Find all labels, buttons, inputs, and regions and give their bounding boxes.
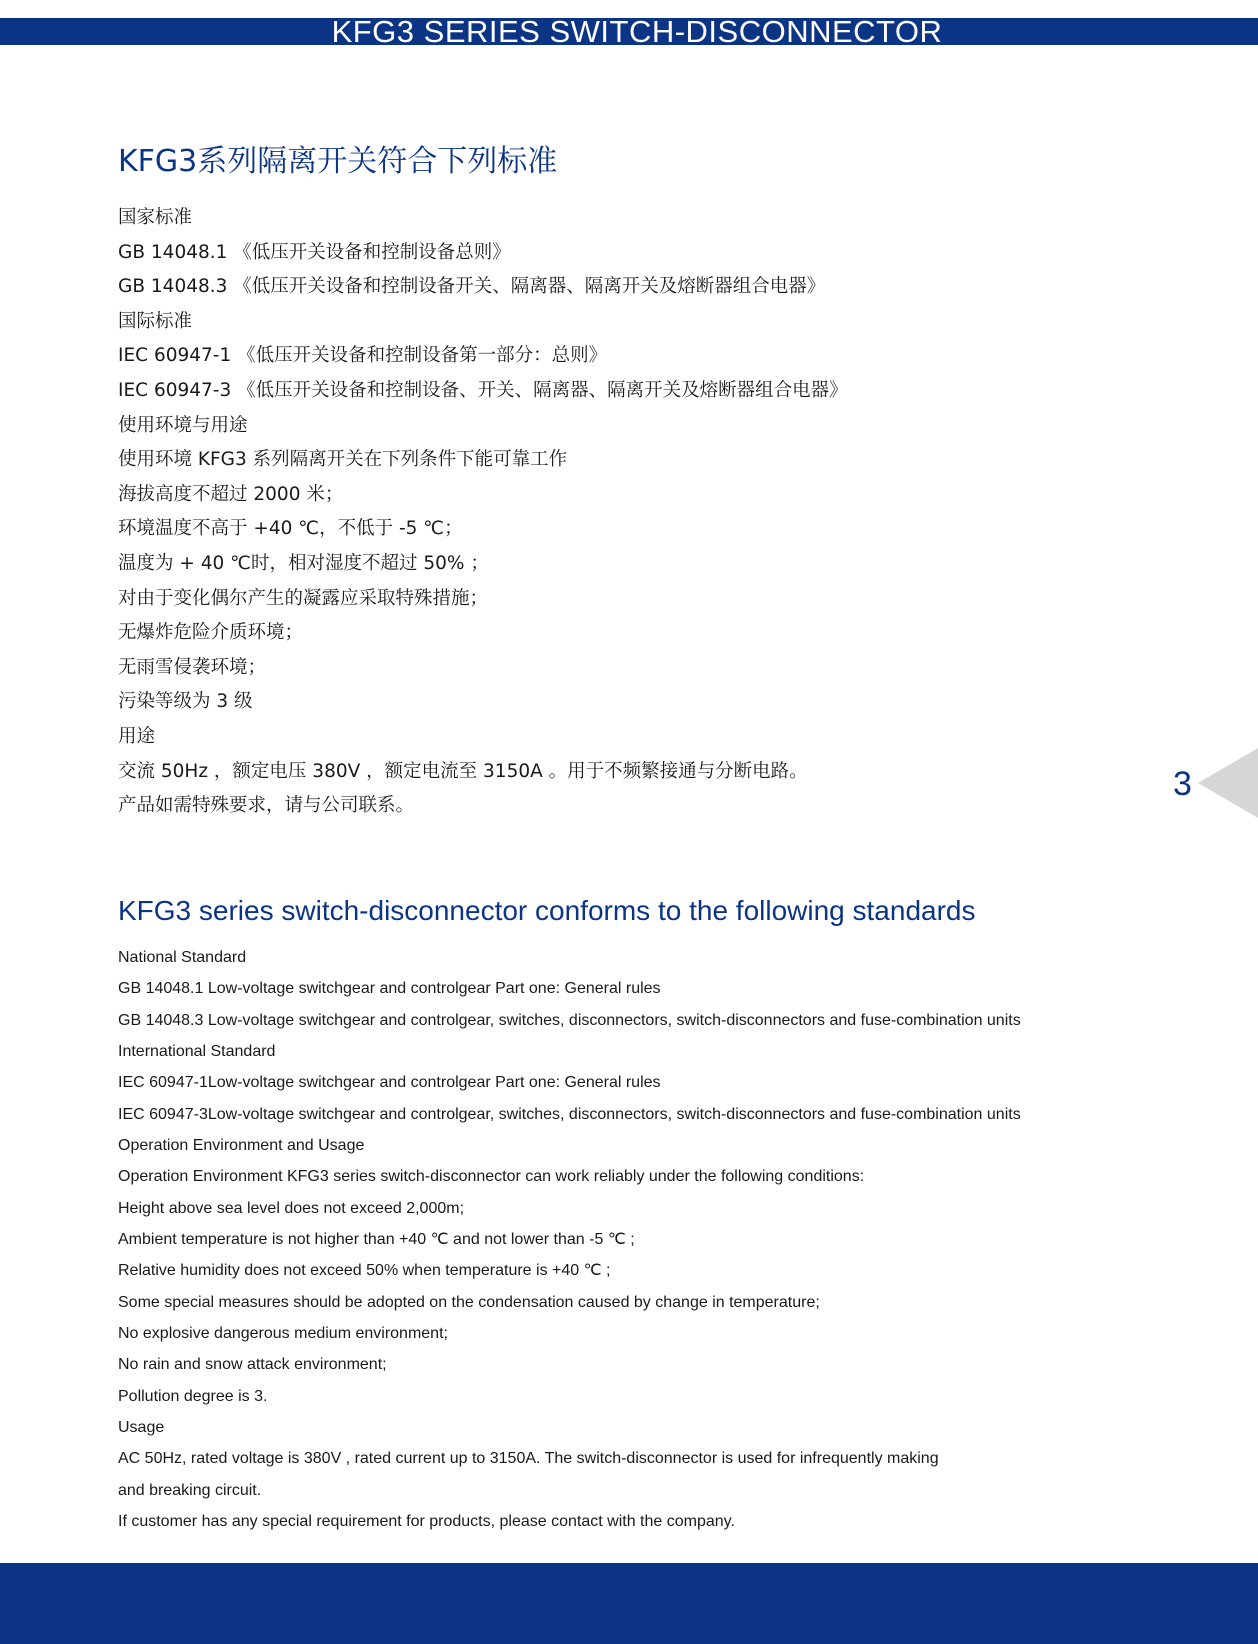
list-item: Operation Environment and Usage: [118, 1136, 365, 1154]
list-item: No explosive dangerous medium environment;: [118, 1324, 448, 1342]
list-item: GB 14048.1 Low-voltage switchgear and controlgear Part one: General rules: [118, 980, 661, 998]
list-item: 国际标准: [118, 310, 193, 332]
list-item: GB 14048.1 《低压开关设备和控制设备总则》: [118, 241, 511, 263]
list-item: Operation Environment KFG3 series switch-disconnector can work reliably under the following conditions:: [118, 1168, 865, 1186]
list-item: IEC 60947-1Low-voltage switchgear and controlgear Part one: General rules: [118, 1074, 661, 1092]
chinese-section-heading: KFG3系列隔离开关符合下列标准: [118, 144, 558, 179]
list-item: 海拔高度不超过 2000 米；: [118, 483, 344, 505]
page-number: 3: [1173, 765, 1192, 803]
page-tab-marker: [1198, 748, 1258, 818]
list-item: Height above sea level does not exceed 2,000m;: [118, 1199, 465, 1217]
list-item: 对由于变化偶尔产生的凝露应采取特殊措施；: [118, 587, 489, 609]
list-item: GB 14048.3 Low-voltage switchgear and controlgear, switches, disconnectors, switch-disconnectors and fuse-combination units: [118, 1011, 1021, 1029]
list-item: 无雨雪侵袭环境；: [118, 656, 267, 678]
list-item: IEC 60947-3Low-voltage switchgear and controlgear, switches, disconnectors, switch-disconnectors and fuse-combination units: [118, 1105, 1021, 1123]
list-item: No rain and snow attack environment;: [118, 1356, 387, 1374]
list-item: Pollution degree is 3.: [118, 1387, 268, 1405]
list-item: AC 50Hz, rated voltage is 380V , rated current up to 3150A. The switch-disconnector is used for infrequently making: [118, 1450, 939, 1468]
list-item: If customer has any special requirement for products, please contact with the company.: [118, 1512, 735, 1530]
list-item: and breaking circuit.: [118, 1481, 262, 1499]
list-item: IEC 60947-1 《低压开关设备和控制设备第一部分：总则》: [118, 345, 608, 367]
list-item: 产品如需特殊要求，请与公司联系。: [118, 795, 415, 817]
list-item: Usage: [118, 1418, 165, 1436]
english-standards-list: [118, 942, 1021, 1537]
list-item: Ambient temperature is not higher than +40 ℃ and not lower than -5 ℃ ;: [118, 1230, 635, 1248]
english-section-heading: KFG3 series switch-disconnector conforms to the following standards: [118, 895, 976, 926]
list-item: 使用环境与用途: [118, 414, 248, 436]
list-item: 国家标准: [118, 207, 193, 228]
list-item: 无爆炸危险介质环境；: [118, 622, 304, 644]
list-item: 温度为 + 40 ℃时，相对湿度不超过 50% ；: [118, 552, 489, 574]
list-item: GB 14048.3 《低压开关设备和控制设备开关、隔离器、隔离开关及熔断器组合电器》: [118, 276, 826, 298]
list-item: International Standard: [118, 1042, 276, 1060]
list-item: Some special measures should be adopted on the condensation caused by change in temperature;: [118, 1293, 820, 1311]
list-item: 污染等级为 3 级: [118, 691, 253, 713]
list-item: 交流 50Hz ，额定电压 380V ，额定电流至 3150A 。用于不频繁接通与分断电路。: [118, 760, 808, 782]
list-item: IEC 60947-3 《低压开关设备和控制设备、开关、隔离器、隔离开关及熔断器组合电器》: [118, 379, 848, 401]
list-item: National Standard: [118, 949, 247, 966]
footer-bar: [0, 1563, 1258, 1644]
list-item: 环境温度不高于 +40 ℃，不低于 -5 ℃；: [118, 518, 463, 540]
list-item: 用途: [118, 725, 156, 747]
chinese-standards-list: [118, 201, 848, 824]
list-item: 使用环境 KFG3 系列隔离开关在下列条件下能可靠工作: [118, 449, 568, 471]
header-title: KFG3 SERIES SWITCH-DISCONNECTOR: [331, 14, 943, 49]
list-item: Relative humidity does not exceed 50% when temperature is +40 ℃ ;: [118, 1262, 611, 1280]
